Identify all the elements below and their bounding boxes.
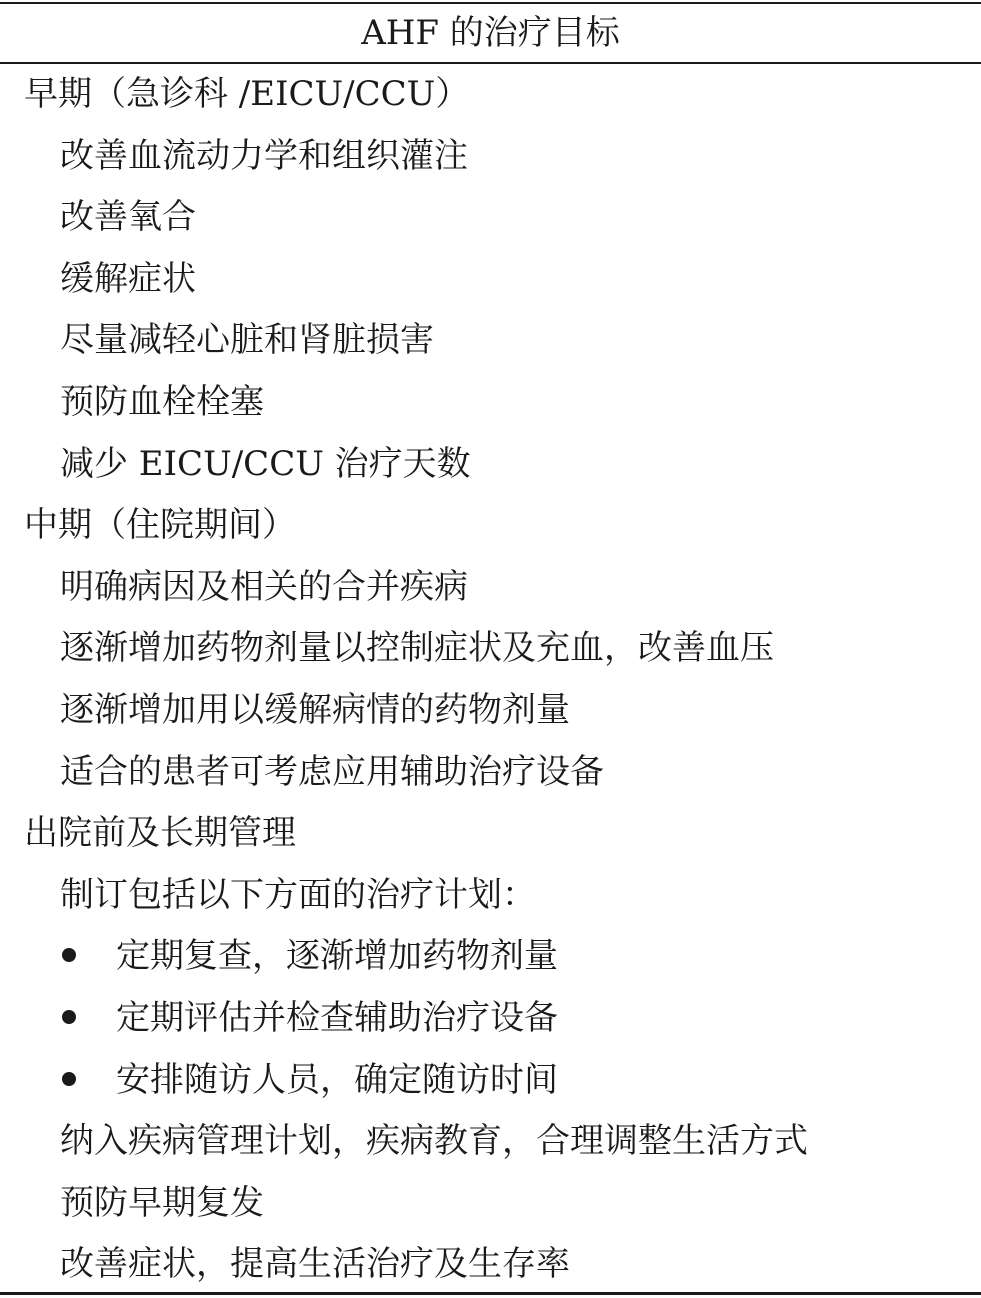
- bottom-rule: [0, 1292, 981, 1295]
- bullet-dot-icon: [62, 1010, 76, 1024]
- list-item: 尽量减轻心脏和肾脏损害: [60, 320, 434, 361]
- section-heading-early: 早期（急诊科 /EICU/CCU）: [24, 74, 470, 114]
- list-item: 逐渐增加药物剂量以控制症状及充血，改善血压: [60, 628, 774, 669]
- bullet-text: 定期评估并检查辅助治疗设备: [116, 997, 558, 1038]
- bullet-item: [0, 1050, 981, 1112]
- plan-intro: 制订包括以下方面的治疗计划：: [60, 874, 536, 915]
- bullet-text: 定期复查，逐渐增加药物剂量: [116, 936, 558, 977]
- section-heading-middle: 中期（住院期间）: [24, 505, 296, 546]
- list-item: 减少 EICU/CCU 治疗天数: [60, 443, 471, 484]
- list-item: 明确病因及相关的合并疾病: [60, 566, 468, 607]
- list-item: 预防血栓栓塞: [60, 381, 264, 422]
- bullet-item: [0, 926, 981, 988]
- table-title: AHF 的治疗目标: [361, 13, 620, 53]
- list-item: 改善氧合: [60, 197, 196, 238]
- bullet-item: [0, 988, 981, 1050]
- list-item: 改善症状，提高生活治疗及生存率: [60, 1244, 570, 1285]
- list-item: 改善血流动力学和组织灌注: [60, 135, 468, 176]
- bullet-text: 安排随访人员，确定随访时间: [116, 1059, 558, 1100]
- bullet-dot-icon: [62, 1072, 76, 1086]
- section-heading-discharge: 出院前及长期管理: [24, 813, 296, 854]
- table-body: [0, 64, 981, 1296]
- list-item: 纳入疾病管理计划，疾病教育，合理调整生活方式: [60, 1121, 808, 1162]
- list-item: 缓解症状: [60, 258, 196, 299]
- list-item: 适合的患者可考虑应用辅助治疗设备: [60, 751, 604, 792]
- list-item: 逐渐增加用以缓解病情的药物剂量: [60, 689, 570, 730]
- list-item: 预防早期复发: [60, 1182, 264, 1223]
- bullet-dot-icon: [62, 948, 76, 962]
